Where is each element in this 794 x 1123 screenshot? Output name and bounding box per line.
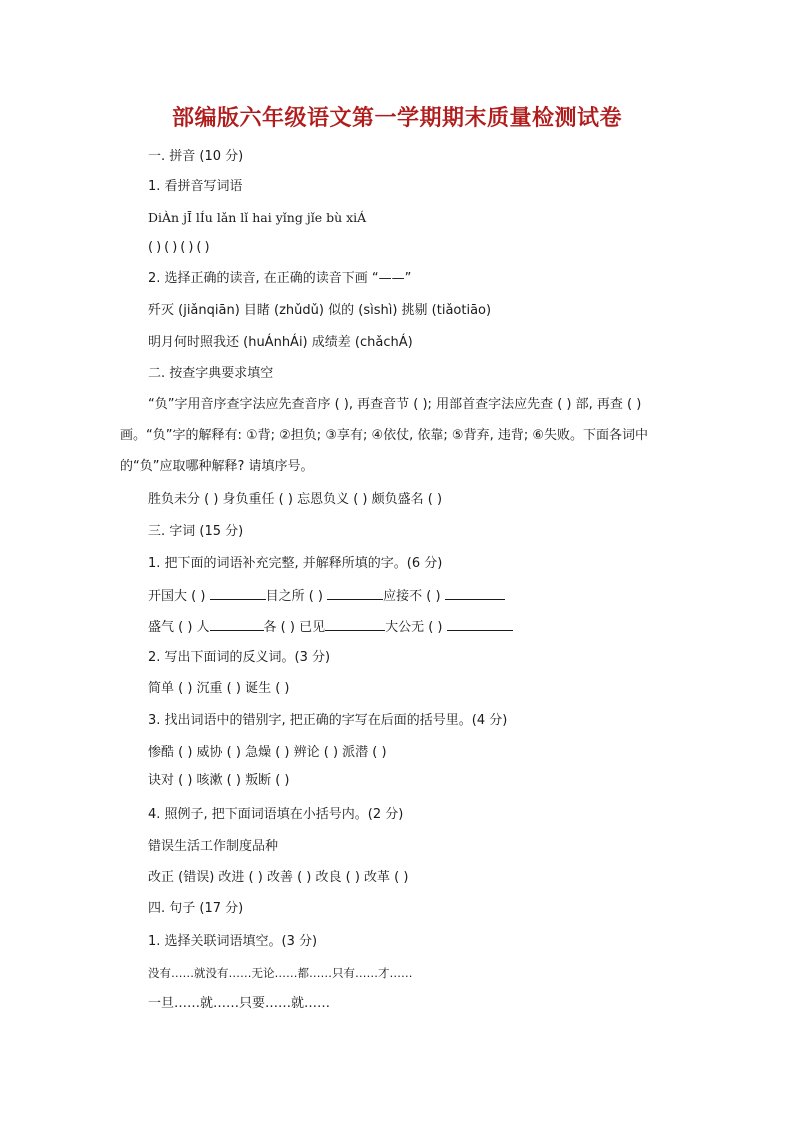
conjunction-options-1: 没有……就没有……无论……都……只有……才…… xyxy=(148,966,413,980)
typo-row-1: 惨酷 ( ) 威协 ( ) 急燥 ( ) 辨论 ( ) 派潜 ( ) xyxy=(148,745,387,760)
question-4-1: 1. 选择关联词语填空。(3 分) xyxy=(148,934,318,949)
answer-line xyxy=(445,587,505,600)
dictionary-paragraph: “负”字用音序查字法应先查音序 ( ), 再查音节 ( ); 用部首查字法应先查 ( ) 部, 再查 ( ) 画。“负”字的解释有: ①背; ②担负; ③享有; ④依仗, 依靠; ⑤背弃, 违背; ⑥失败。下面各词中的“负”应取哪种解释? 请填序号。 xyxy=(120,397,648,474)
typo-row-2: 诀对 ( ) 咳漱 ( ) 叛断 ( ) xyxy=(148,773,290,788)
antonym-row: 简单 ( ) 沉重 ( ) 诞生 ( ) xyxy=(148,681,290,696)
idiom-3: 应接不 ( ) xyxy=(383,589,441,604)
idiom-row-1 xyxy=(148,587,505,606)
pinyin-prompt: DiÀn jĪ lÍu lǎn lǐ hai yǐng jǐe bù xiÁ xyxy=(148,210,367,225)
question-3-3: 3. 找出词语中的错别字, 把正确的字写在后面的括号里。(4 分) xyxy=(148,713,508,728)
answer-line xyxy=(327,587,383,600)
section-2-heading: 二. 按查字典要求填空 xyxy=(148,366,274,381)
answer-line xyxy=(325,618,385,631)
question-3-4: 4. 照例子, 把下面词语填在小括号内。(2 分) xyxy=(148,807,404,822)
answer-line xyxy=(210,618,264,631)
section-1-heading: 一. 拼音 (10 分) xyxy=(148,149,244,164)
conjunction-options-2: 一旦……就……只要……就…… xyxy=(148,996,331,1011)
idiom-6: 大公无 ( ) xyxy=(385,620,443,635)
idiom-2: 目之所 ( ) xyxy=(265,589,323,604)
idiom-row-2 xyxy=(148,618,513,637)
reading-choices-row-1: 歼灭 (jiǎnqiān) 目睹 (zhǔdǔ) 似的 (sìshì) 挑剔 (tiǎotiāo) xyxy=(148,303,492,318)
word-fill-row: 改正 (错误) 改进 ( ) 改善 ( ) 改良 ( ) 改革 ( ) xyxy=(148,870,409,885)
answer-line xyxy=(210,587,266,600)
question-1-2: 2. 选择正确的读音, 在正确的读音下画 “——” xyxy=(148,271,412,286)
exam-title: 部编版六年级语文第一学期期末质量检测试卷 xyxy=(171,105,622,131)
question-3-2: 2. 写出下面词的反义词。(3 分) xyxy=(148,650,331,665)
idiom-5: 各 ( ) 已见 xyxy=(263,620,326,635)
question-3-1: 1. 把下面的词语补充完整, 并解释所填的字。(6 分) xyxy=(148,556,443,571)
answer-line xyxy=(447,618,513,631)
reading-choices-row-2: 明月何时照我还 (huÁnhÁi) 成绩差 (chǎchÁ) xyxy=(148,335,413,350)
dictionary-answer-row: 胜负未分 ( ) 身负重任 ( ) 忘恩负义 ( ) 颇负盛名 ( ) xyxy=(148,492,443,507)
question-1-1: 1. 看拼音写词语 xyxy=(148,179,243,194)
idiom-4: 盛气 ( ) 人 xyxy=(148,620,210,635)
section-3-heading: 三. 字词 (15 分) xyxy=(148,524,244,539)
answer-brackets: ()()()() xyxy=(148,240,213,255)
idiom-1: 开国大 ( ) xyxy=(148,589,206,604)
section-4-heading: 四. 句子 (17 分) xyxy=(148,901,244,916)
word-bank: 错误生活工作制度品种 xyxy=(148,839,279,854)
